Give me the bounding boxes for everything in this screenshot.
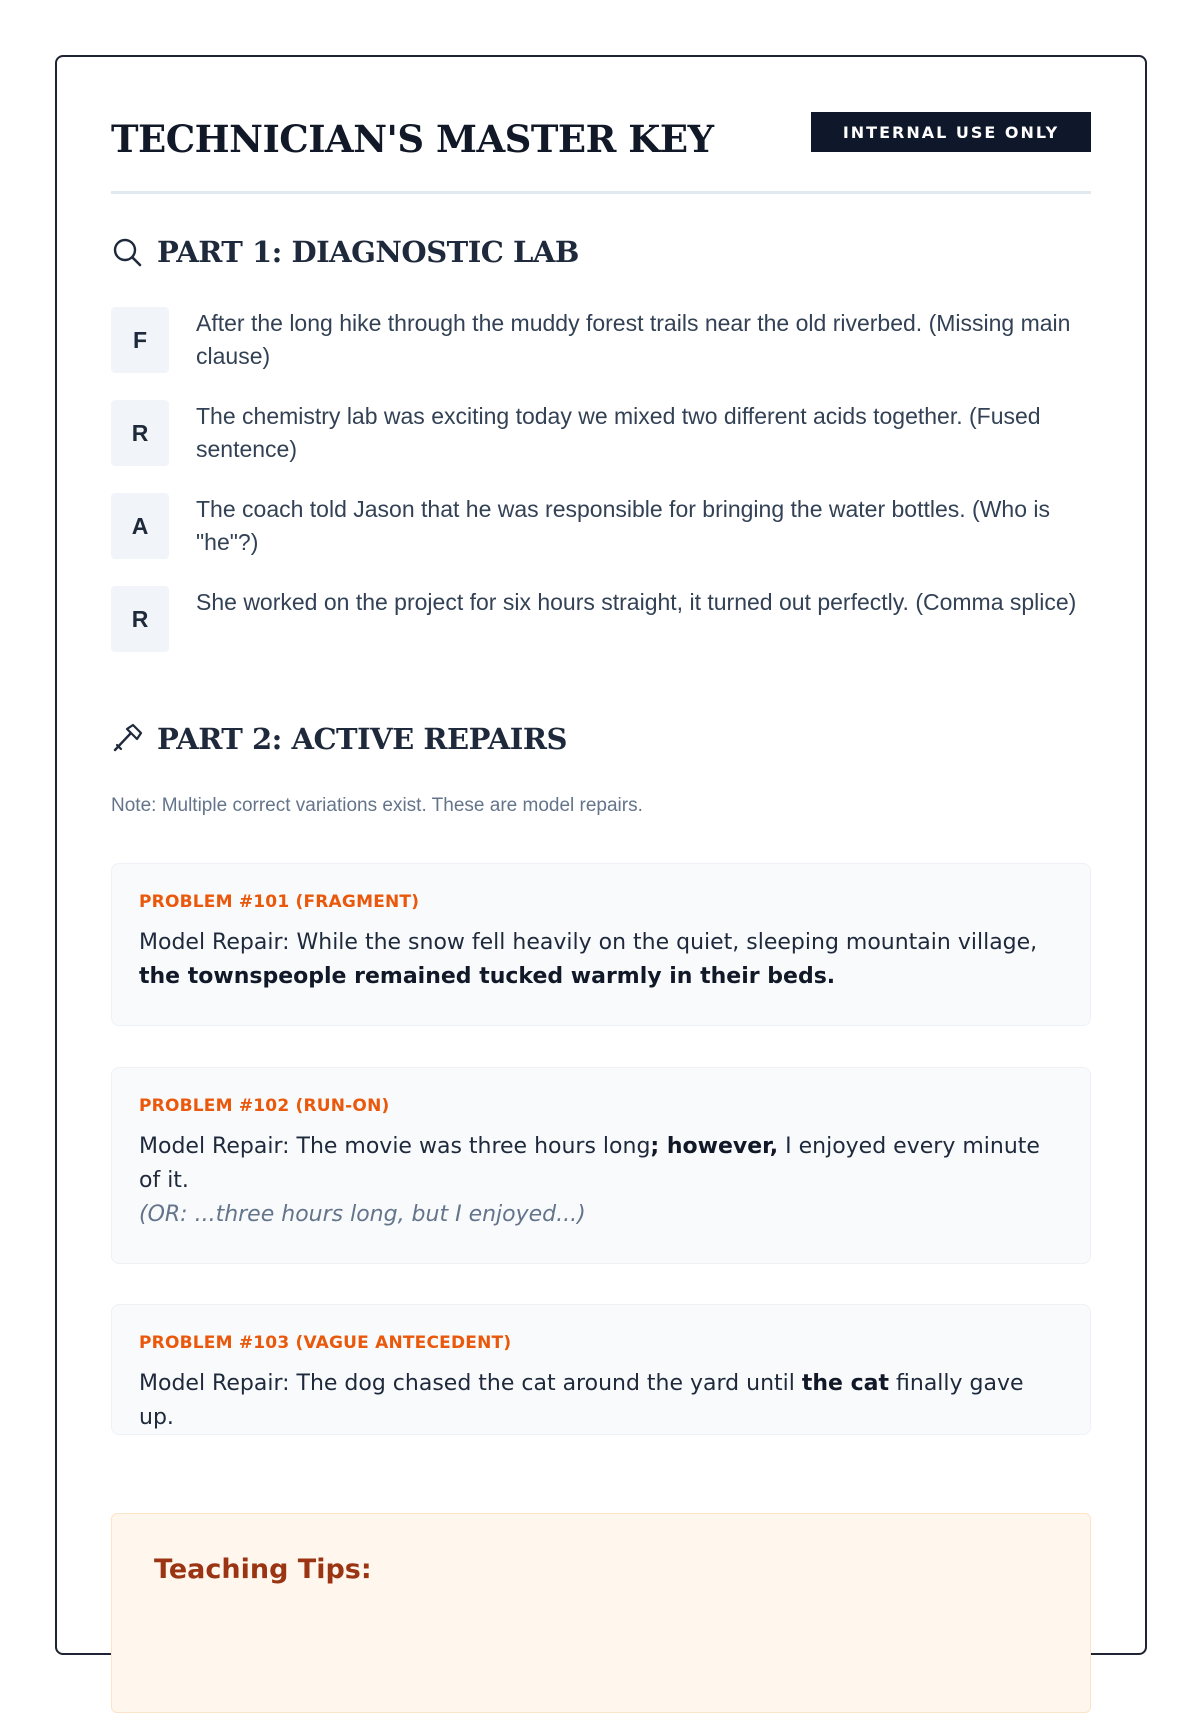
search-icon <box>111 236 143 268</box>
model-repair-text <box>139 1367 1063 1435</box>
problem-card-101 <box>111 863 1091 1026</box>
model-repair-text <box>139 1130 1063 1198</box>
alternative-repair: (OR: ...three hours long, but I enjoyed...) <box>139 1202 586 1227</box>
part2-heading <box>111 722 567 756</box>
diagnostic-answer-badge: A <box>111 493 169 559</box>
part1-heading <box>111 235 579 269</box>
page-title: TECHNICIAN'S MASTER KEY <box>111 117 714 161</box>
problem-card-103 <box>111 1304 1091 1435</box>
problem-label: PROBLEM #102 (RUN-ON) <box>139 1096 390 1116</box>
repair-highlight: the cat <box>801 1371 890 1396</box>
diagnostic-sentence: She worked on the project for six hours straight, it turned out perfectly. (Comma splice) <box>196 589 1077 615</box>
teaching-tips-title: Teaching Tips: <box>154 1554 372 1585</box>
repairs-note: Note: Multiple correct variations exist. These are model repairs. <box>111 795 643 816</box>
problem-card-102 <box>111 1067 1091 1264</box>
diagnostic-item <box>111 586 1091 679</box>
part1-title: PART 1: DIAGNOSTIC LAB <box>157 235 579 269</box>
diagnostic-sentence: The chemistry lab was exciting today we mixed two different acids together. (Fused sentence) <box>196 403 1041 462</box>
repair-suffix: I enjoyed every minute of it. <box>139 1134 1040 1193</box>
diagnostic-list <box>111 307 1091 679</box>
sheet-content <box>111 57 1091 1585</box>
internal-use-badge: INTERNAL USE ONLY <box>811 112 1091 152</box>
diagnostic-sentence: The coach told Jason that he was responsible for bringing the water bottles. (Who is "he"?) <box>196 496 1051 555</box>
repair-prefix: Model Repair: The movie was three hours long <box>139 1134 651 1159</box>
repair-highlight: the townspeople remained tucked warmly in their beds. <box>139 964 836 989</box>
repair-suffix: finally gave up. <box>139 1371 1024 1430</box>
problem-label: PROBLEM #103 (VAGUE ANTECEDENT) <box>139 1333 512 1353</box>
diagnostic-answer-badge: F <box>111 307 169 373</box>
sheet-header <box>111 57 1091 194</box>
diagnostic-answer-badge: R <box>111 400 169 466</box>
teaching-tips-box <box>111 1513 1091 1713</box>
diagnostic-item <box>111 307 1091 400</box>
model-repair-text <box>139 926 1063 994</box>
part2-title: PART 2: ACTIVE REPAIRS <box>157 722 567 756</box>
repair-prefix: Model Repair: While the snow fell heavily on the quiet, sleeping mountain village, <box>139 930 1038 955</box>
diagnostic-sentence: After the long hike through the muddy forest trails near the old riverbed. (Missing main clause) <box>196 310 1071 369</box>
master-key-sheet <box>55 55 1147 1655</box>
hammer-icon <box>111 723 143 755</box>
diagnostic-answer-badge: R <box>111 586 169 652</box>
problem-label: PROBLEM #101 (FRAGMENT) <box>139 892 420 912</box>
repair-highlight: ; however, <box>650 1134 779 1159</box>
diagnostic-item <box>111 493 1091 586</box>
diagnostic-item <box>111 400 1091 493</box>
repair-prefix: Model Repair: The dog chased the cat around the yard until <box>139 1371 802 1396</box>
